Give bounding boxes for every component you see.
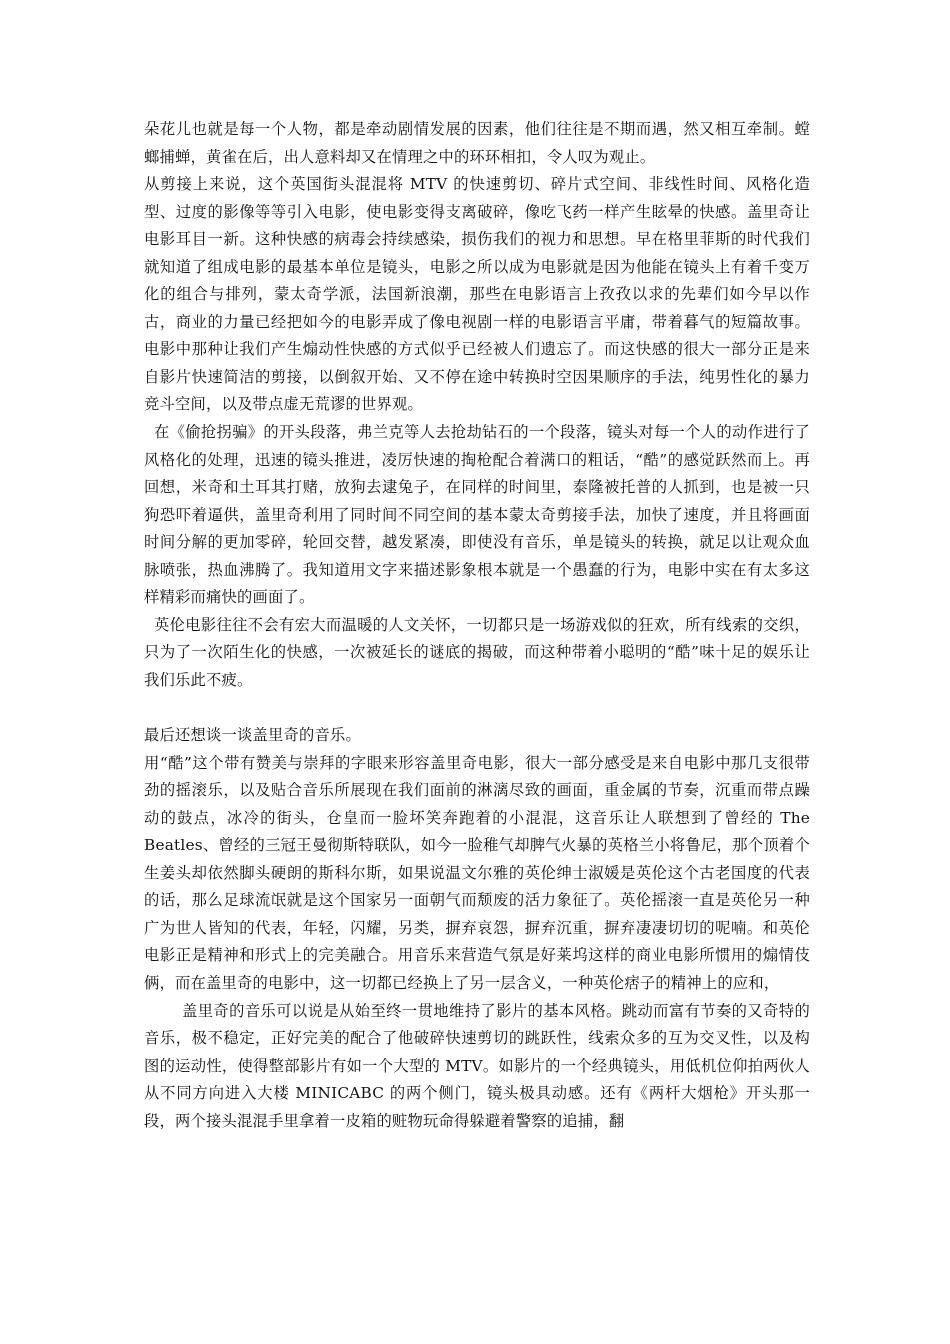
paragraph-2: 从剪接上来说，这个英国街头混混将 MTV 的快速剪切、碎片式空间、非线性时间、风格化造型、过度的影像等等引入电影，使电影变得支离破碎，像吃飞药一样产生眩晕的快感。盖里奇让电影耳目一新。这种快感的病毒会持续感染，损伤我们的视力和思想。早在格里菲斯的时代我们就知道了组成电影的最基本单位是镜头，电影之所以成为电影就是因为他能在镜头上有着千变万化的组合与排列，蒙太奇学派，法国新浪潮，那些在电影语言上孜孜以求的先辈们如今早以作古，商业的力量已经把如今的电影弄成了像电视剧一样的电影语言平庸，带着暮气的短篇故事。电影中那种让我们产生煽动性快感的方式似乎已经被人们遗忘了。而这快感的很大一部分正是来自影片快速简洁的剪接，以倒叙开始、又不停在途中转换时空因果顺序的手法，纯男性化的暴力竞斗空间，以及带点虚无荒谬的世界观。 <box>144 175 810 414</box>
paragraph-4: 英伦电影往往不会有宏大而温暖的人文关怀，一切都只是一场游戏似的狂欢，所有线索的交织，只为了一次陌生化的快感，一次被延长的谜底的揭破，而这种带着小聪明的“酷”味十足的娱乐让我们乐此不疲。 <box>144 615 810 689</box>
paragraph-5: 最后还想谈一谈盖里奇的音乐。 <box>144 726 361 745</box>
paragraph-3: 在《偷抢拐骗》的开头段落，弗兰克等人去抢劫钻石的一个段落，镜头对每一个人的动作进行了风格化的处理，迅速的镜头推进，凌厉快速的掏枪配合着满口的粗话，“酷”的感觉跃然而上。再回想，米奇和土耳其打赌，放狗去逮兔子，在同样的时间里，泰隆被托普的人抓到，也是被一只狗恐吓着逼供，盖里奇利用了同时间不同空间的基本蒙太奇剪接手法，加快了速度，并且将画面时间分解的更加零碎，轮回交替，越发紧凑，即使没有音乐，单是镜头的转换，就足以让观众血脉喷张，热血沸腾了。我知道用文字来描述影象根本就是一个愚蠢的行为，电影中实在有太多这样精彩而痛快的画面了。 <box>144 423 810 607</box>
blank-line <box>144 694 810 722</box>
paragraph-1: 朵花儿也就是每一个人物，都是牵动剧情发展的因素，他们往往是不期而遇，然又相互牵制。螳螂捕蝉，黄雀在后，出人意料却又在情理之中的环环相扣，令人叹为观止。 <box>144 120 810 166</box>
paragraph-7: 盖里奇的音乐可以说是从始至终一贯地维持了影片的基本风格。跳动而富有节奏的又奇特的音乐，极不稳定，正好完美的配合了他破碎快速剪切的跳跃性，线索众多的互为交叉性，以及构图的运动性，使得整部影片有如一个大型的 MTV。如影片的一个经典镜头，用低机位仰拍两伙人从不同方向进入大楼 MINICABC 的两个侧门，镜头极具动感。还有《两杆大烟枪》开头那一段，两个接头混混手里拿着一皮箱的赃物玩命得躲避着警察的追捕，翻 <box>144 1001 810 1130</box>
paragraph-6: 用“酷”这个带有赞美与崇拜的字眼来形容盖里奇电影，很大一部分感受是来自电影中那几支很带劲的摇滚乐，以及贴合音乐所展现在我们面前的淋漓尽致的画面，重金属的节奏，沉重而带点躁动的鼓点，冰冷的街头，仓皇而一脸坏笑奔跑着的小混混，这音乐让人联想到了曾经的 The Beatles、曾经的三冠王曼彻斯特联队，如今一脸稚气却脾气火暴的英格兰小将鲁尼，那个顶着个生姜头却依然脚头硬朗的斯科尔斯，如果说温文尔雅的英伦绅士淑媛是英伦这个古老国度的代表的话，那么足球流氓就是这个国家另一面朝气而颓废的活力象征了。英伦摇滚一直是英伦另一种广为世人皆知的代表，年轻，闪耀，另类，摒弃哀怨，摒弃沉重，摒弃凄凄切切的呢喃。和英伦电影正是精神和形式上的完美融合。用音乐来营造气氛是好莱坞这样的商业电影所惯用的煽情伎俩，而在盖里奇的电影中，这一切都已经换上了另一层含义，一种英伦痞子的精神上的应和， <box>144 753 810 992</box>
document-body <box>144 116 810 1135</box>
